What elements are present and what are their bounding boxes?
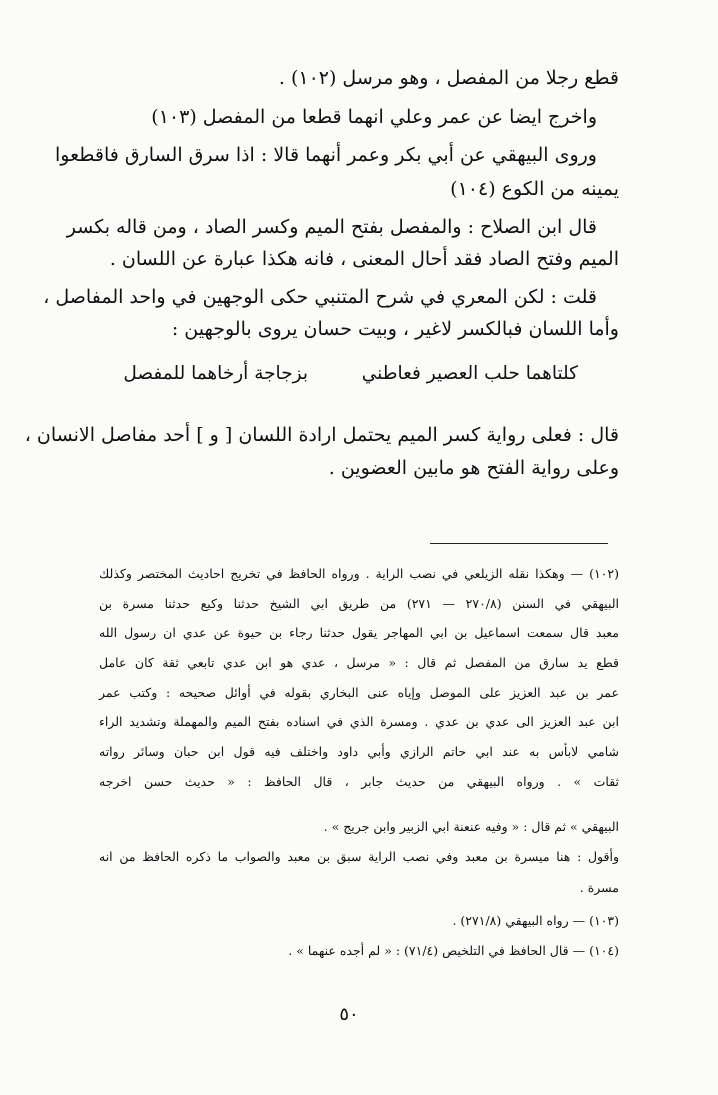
footnote-line: البيهقي » ثم قال : « وفيه عنعنة ابي الزبير وابن جريج » . (323, 819, 619, 834)
body-line: وأما اللسان فبالكسر لاغير ، وبيت حسان يروى بالوجهين : (171, 318, 619, 340)
body-line: قلت : لكن المعري في شرح المتنبي حكى الوجهين في واحد المفاصل ، (43, 286, 597, 308)
footnote-line: البيهقي في السنن (٢٧٠/٨ — ٢٧١) من طريق ابي الشيخ حدثنا وكيع حدثنا مسرة بن (99, 596, 619, 611)
footnote-line: شامي لابأس به عند ابي حاتم الرازي وأبي داود واختلف فيه قول ابن حبان وسائر رواته (99, 744, 619, 759)
footnote-line: (١٠٢) — وهكذا نقله الزيلعي في نصب الراية . ورواه الحافظ في تخريج احاديث المختصر وكذلك (99, 566, 619, 581)
footnote-line: معبد قال سمعت اسماعيل بن ابي المهاجر يقول حدثنا رجاء بن حيوة عن عدي ان رسول الله (99, 625, 619, 640)
footnote-line: (١٠٤) — قال الحافظ في التلخيص (٧١/٤) : « لم أجده عنهما » . (288, 943, 619, 958)
footnote-line: وأقول : هنا ميسرة بن معبد وفي نصب الراية سبق بن معبد والصواب ما ذكره الحافظ من انه (99, 849, 619, 864)
verse-first-hemistich: كلتاهما حلب العصير فعاطني (361, 363, 578, 384)
body-line: وعلى رواية الفتح هو مابين العضوين . (328, 457, 619, 479)
body-line: قطع رجلا من المفصل ، وهو مرسل (١٠٢) . (278, 67, 619, 89)
verse-second-hemistich: بزجاجة أرخاهما للمفصل (123, 363, 308, 384)
footnote-line: (١٠٣) — رواه البيهقي (٢٧١/٨) . (452, 913, 619, 928)
footnote-separator (430, 543, 608, 544)
page-number: ٥٠ (339, 1004, 359, 1025)
body-line: يمينه من الكوع (١٠٤) (450, 178, 619, 200)
footnote-line: ثقات » . ورواه البيهقي من حديث جابر ، قال الحافظ : « حديث حسن اخرجه (99, 774, 619, 789)
body-line: الميم وفتح الصاد فقد أحال المعنى ، فانه هكذا عبارة عن اللسان . (109, 248, 619, 270)
footnote-line: عمر بن عبد العزيز على الموصل وإياه عنى البخاري بقوله في أوائل صحيحه : وكتب عمر (99, 685, 619, 700)
footnote-line: قطع يد سارق من المفصل ثم قال : « مرسل ، عدي هو ابن عدي تابعي ثقة كان عامل (99, 655, 619, 670)
footnote-line: ابن عبد العزيز الى عدي بن عدي . ومسرة الذي في اسناده بفتح الميم والمهملة وتشديد الراء (99, 714, 619, 729)
body-line: واخرج ايضا عن عمر وعلي انهما قطعا من المفصل (١٠٣) (151, 106, 597, 128)
footnote-line: مسرة . (579, 880, 619, 895)
body-line: وروى البيهقي عن أبي بكر وعمر أنهما قالا : اذا سرق السارق فاقطعوا (55, 144, 597, 166)
body-line: قال ابن الصلاح : والمفصل بفتح الميم وكسر الصاد ، ومن قاله بكسر (66, 216, 597, 238)
body-line: قال : فعلى رواية كسر الميم يحتمل ارادة اللسان [ و ] أحد مفاصل الانسان ، (24, 424, 619, 446)
